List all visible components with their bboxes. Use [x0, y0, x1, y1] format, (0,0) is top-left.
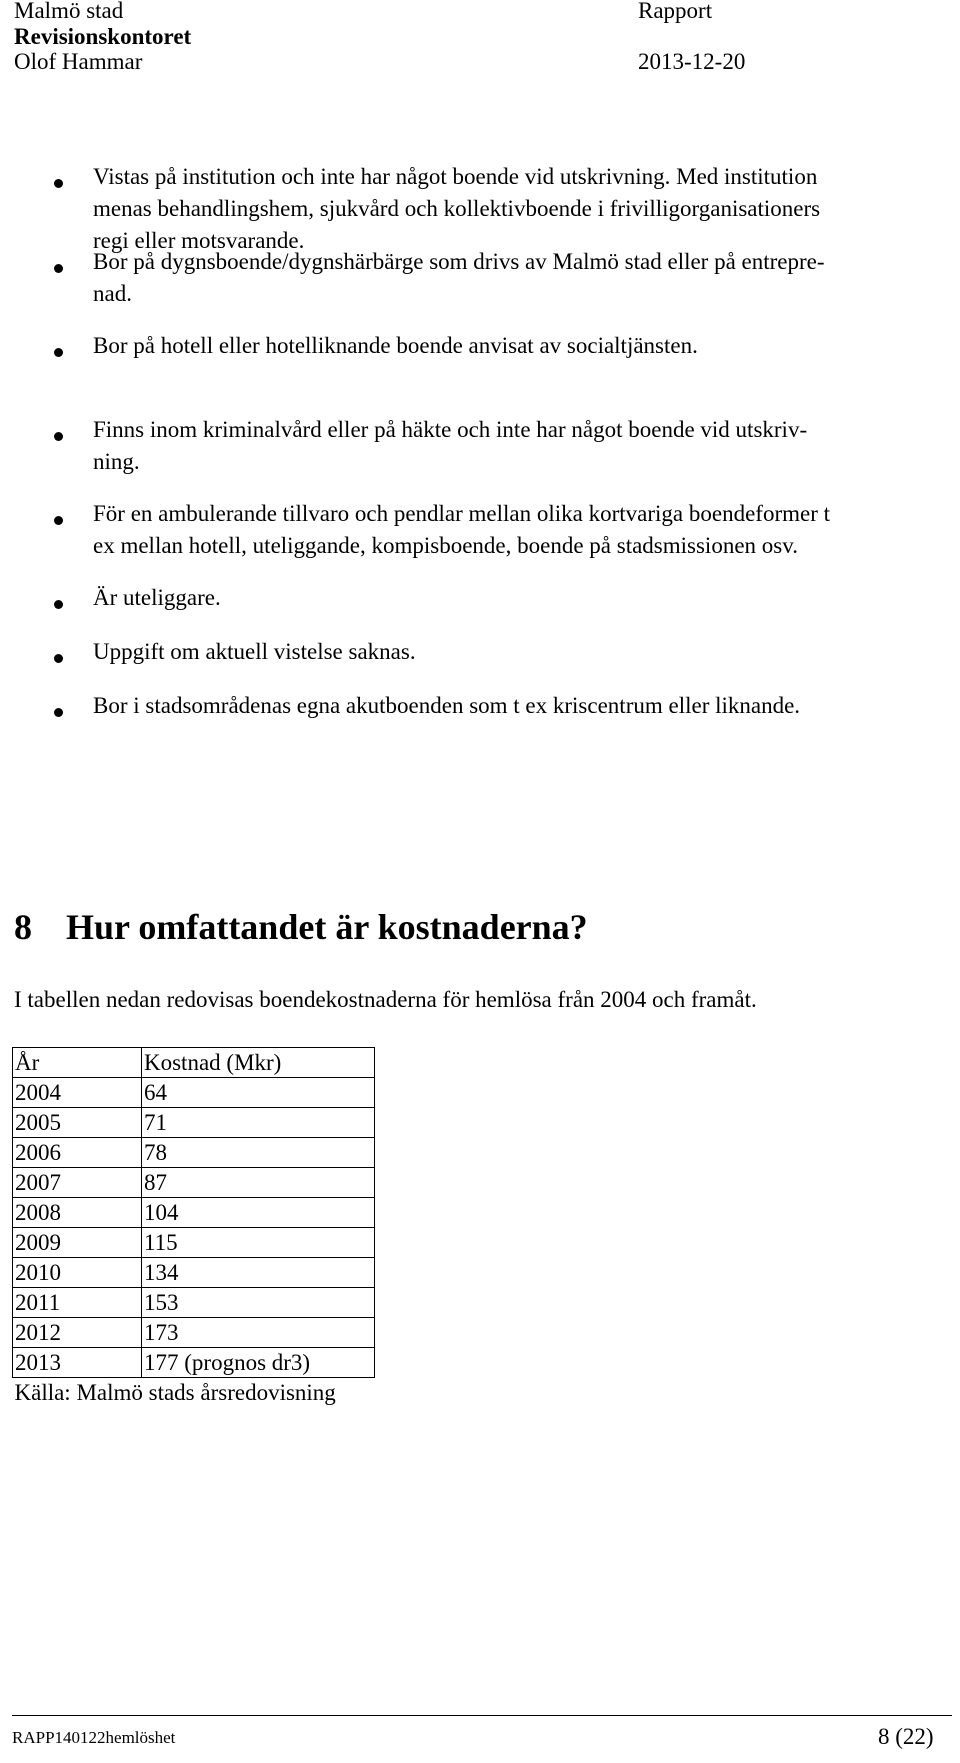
header-doc-type: Rapport	[638, 0, 713, 23]
table-row	[13, 1348, 375, 1378]
table-row	[13, 1288, 375, 1318]
list-item-line: menas behandlingshem, sjukvård och kollektivboende i frivilligorganisationers	[93, 196, 821, 221]
section-number: 8	[14, 907, 32, 947]
table-cell-year: 2009	[13, 1228, 142, 1258]
table-row	[13, 1258, 375, 1288]
cost-table	[12, 1047, 375, 1407]
list-item	[93, 690, 953, 722]
list-item-line: Är uteliggare.	[93, 585, 221, 610]
table-source: Källa: Malmö stads årsredovisning	[13, 1378, 375, 1408]
table-cell-year: 2010	[13, 1258, 142, 1288]
bullet-dot	[54, 516, 63, 525]
bullet-dot	[54, 432, 63, 441]
list-item	[93, 498, 953, 562]
intro-paragraph: I tabellen nedan redovisas boendekostnaderna för hemlösa från 2004 och framåt.	[14, 987, 757, 1012]
table-cell-year: 2011	[13, 1288, 142, 1318]
list-item	[93, 246, 953, 310]
list-item-line: Bor i stadsområdenas egna akutboenden som t ex kriscentrum eller liknande.	[93, 693, 801, 718]
bullet-dot	[54, 654, 63, 663]
table-cell-year: 2006	[13, 1138, 142, 1168]
table-cell-cost: 104	[142, 1198, 375, 1228]
table-row	[13, 1198, 375, 1228]
header-date: 2013-12-20	[638, 49, 746, 74]
table-cell-cost: 78	[142, 1138, 375, 1168]
list-item	[93, 582, 953, 614]
list-item	[93, 330, 953, 362]
footer-page-number: 8 (22)	[878, 1724, 934, 1749]
bullet-dot	[54, 708, 63, 717]
footer-rule	[12, 1715, 952, 1716]
section-heading	[14, 905, 588, 949]
table-cell-cost: 173	[142, 1318, 375, 1348]
table-cell-cost: 134	[142, 1258, 375, 1288]
table-header-cost: Kostnad (Mkr)	[142, 1048, 375, 1078]
table-header-year: År	[13, 1048, 142, 1078]
table-row	[13, 1108, 375, 1138]
list-item-line: ex mellan hotell, uteliggande, kompisboende, boende på stadsmissionen osv.	[93, 533, 798, 558]
table-row	[13, 1318, 375, 1348]
table-cell-cost: 153	[142, 1288, 375, 1318]
list-item-line: Vistas på institution och inte har något boende vid utskrivning. Med institution	[93, 164, 818, 189]
header-department: Revisionskontoret	[14, 24, 192, 49]
table-cell-cost: 115	[142, 1228, 375, 1258]
list-item-line: regi eller motsvarande.	[93, 228, 305, 253]
list-item	[93, 414, 953, 478]
bullet-dot	[54, 348, 63, 357]
table-source-row	[13, 1378, 375, 1408]
table-cell-year: 2012	[13, 1318, 142, 1348]
bullet-dot	[54, 264, 63, 273]
list-item-line: För en ambulerande tillvaro och pendlar mellan olika kortvariga boendeformer t	[93, 501, 831, 526]
table-cell-cost: 177 (prognos dr3)	[142, 1348, 375, 1378]
table-header-row	[13, 1048, 375, 1078]
footer-file-name: RAPP140122hemlöshet	[12, 1728, 176, 1747]
section-title: Hur omfattandet är kostnaderna?	[66, 907, 588, 947]
table-row	[13, 1168, 375, 1198]
table-row	[13, 1078, 375, 1108]
table-cell-cost: 64	[142, 1078, 375, 1108]
list-item-line: Finns inom kriminalvård eller på häkte och inte har något boende vid utskriv-	[93, 417, 808, 442]
table-cell-year: 2007	[13, 1168, 142, 1198]
table-cell-year: 2008	[13, 1198, 142, 1228]
list-item-line: Bor på dygnsboende/dygnshärbärge som drivs av Malmö stad eller på entrepre-	[93, 249, 825, 274]
table-cell-year: 2005	[13, 1108, 142, 1138]
list-item	[93, 161, 953, 257]
list-item-line: Bor på hotell eller hotelliknande boende anvisat av socialtjänsten.	[93, 333, 698, 358]
table-cell-year: 2004	[13, 1078, 142, 1108]
table-cell-cost: 87	[142, 1168, 375, 1198]
header-author: Olof Hammar	[14, 49, 143, 74]
bullet-dot	[54, 600, 63, 609]
table-row	[13, 1138, 375, 1168]
list-item	[93, 636, 953, 668]
table-cell-year: 2013	[13, 1348, 142, 1378]
bullet-dot	[54, 179, 63, 188]
table-row	[13, 1228, 375, 1258]
list-item-line: ning.	[93, 449, 140, 474]
list-item-line: Uppgift om aktuell vistelse saknas.	[93, 639, 416, 664]
list-item-line: nad.	[93, 281, 132, 306]
header-org: Malmö stad	[14, 0, 124, 23]
table-cell-cost: 71	[142, 1108, 375, 1138]
